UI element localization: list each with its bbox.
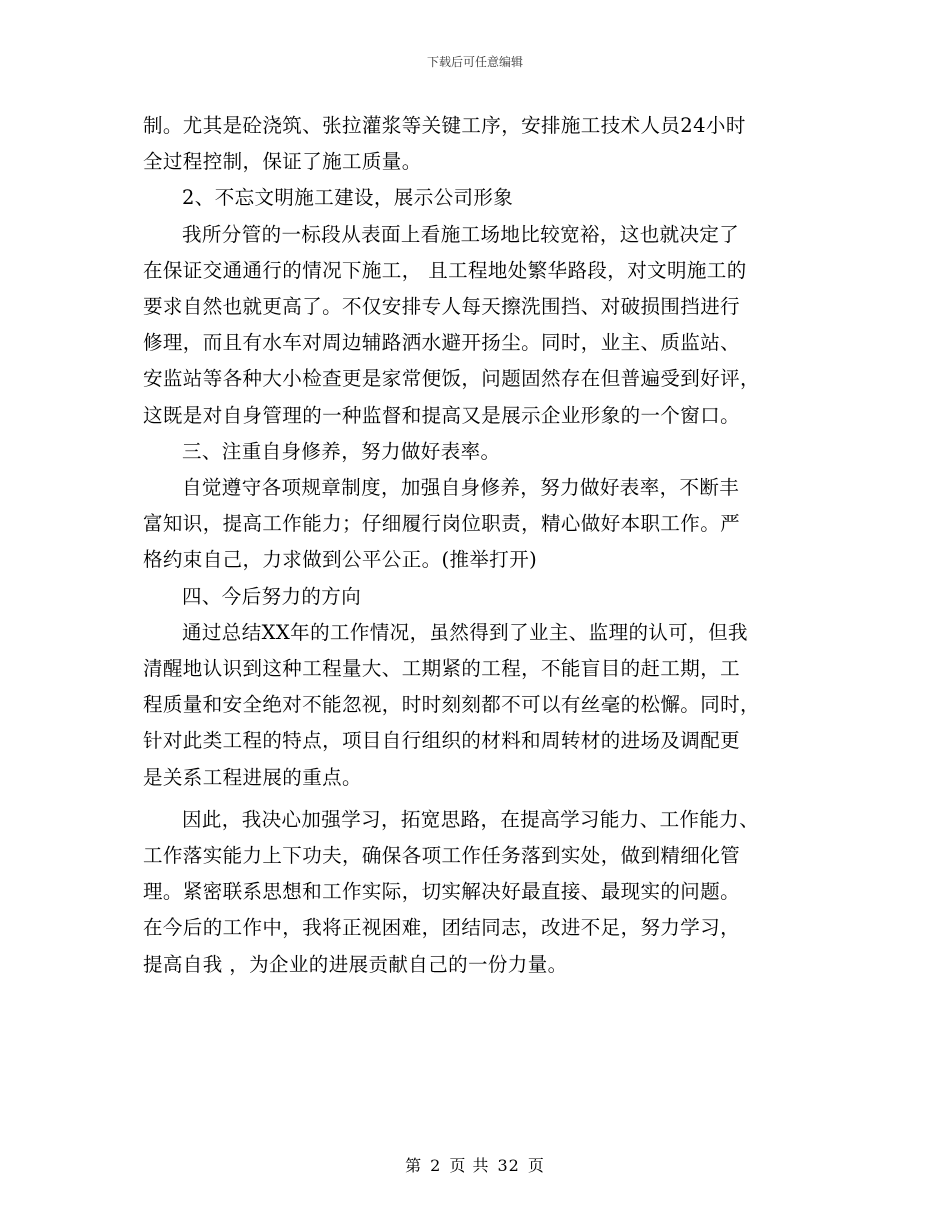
text-line: 理。紧密联系思想和工作实际，切实解决好最直接、最现实的问题。 xyxy=(143,880,741,904)
page-header: 下载后可任意编辑 xyxy=(426,55,523,69)
page-number-prefix: 第 xyxy=(405,1156,423,1175)
text-line: 安监站等各种大小检查更是家常便饭，问题固然存在但普遍受到好评， xyxy=(143,367,760,391)
section-heading xyxy=(143,180,811,216)
text-line: 这既是对自身管理的一种监督和提高又是展示企业形象的一个窗口。 xyxy=(143,403,741,427)
paragraph xyxy=(143,802,811,983)
text-line: 我所分管的一标段从表面上看施工场地比较宽裕，这也就决定了 xyxy=(182,222,740,246)
paragraph xyxy=(143,217,811,434)
text-line: 针对此类工程的特点，项目自行组织的材料和周转材的进场及调配更 xyxy=(143,729,741,753)
text-line: 制。尤其是砼浇筑、张拉灌浆等关键工序，安排施工技术人员24小时 xyxy=(143,114,746,137)
text-line: 在今后的工作中，我将正视困难，团结同志，改进不足，努力学习， xyxy=(143,916,741,940)
current-page-number: 2 xyxy=(430,1156,442,1175)
text-line: 格约束自己，力求做到公平公正。(推举打开) xyxy=(143,548,538,572)
text-line: 修理，而且有水车对周边辅路洒水避开扬尘。同时，业主、质监站、 xyxy=(143,331,741,355)
text-line: 四、今后努力的方向 xyxy=(182,584,362,608)
text-line: 是关系工程进展的重点。 xyxy=(143,765,362,789)
paragraph xyxy=(143,108,811,180)
text-line: 全过程控制，保证了施工质量。 xyxy=(143,150,422,174)
text-line: 清醒地认识到这种工程量大、工期紧的工程，不能盲目的赶工期，工 xyxy=(143,657,741,681)
paragraph xyxy=(143,615,811,796)
text-line: 要求自然也就更高了。不仅安排专人每天擦洗围挡、对破损围挡进行 xyxy=(143,295,741,319)
text-line: 工作落实能力上下功夫，确保各项工作任务落到实处，做到精细化管 xyxy=(143,844,741,868)
section-heading xyxy=(143,434,811,470)
text-line: 2、不忘文明施工建设，展示公司形象 xyxy=(182,186,514,210)
page-number-middle: 页 共 xyxy=(449,1156,490,1175)
text-line: 提高自我 ，为企业的进展贡献自己的一份力量。 xyxy=(143,952,568,976)
text-line: 在保证交通通行的情况下施工， 且工程地处繁华路段，对文明施工的 xyxy=(143,258,747,282)
text-line: 通过总结XX年的工作情况，虽然得到了业主、监理的认可，但我 xyxy=(182,620,748,644)
text-line: 自觉遵守各项规章制度，加强自身修养，努力做好表率，不断丰 xyxy=(182,476,740,500)
page-number-suffix: 页 xyxy=(527,1156,545,1175)
text-line: 富知识，提高工作能力；仔细履行岗位职责，精心做好本职工作。严 xyxy=(143,512,741,536)
text-line: 程质量和安全绝对不能忽视，时时刻刻都不可以有丝毫的松懈。同时， xyxy=(143,693,760,717)
page-footer xyxy=(0,1156,950,1176)
text-line: 三、注重自身修养，努力做好表率。 xyxy=(182,439,501,463)
text-line: 因此，我决心加强学习，拓宽思路，在提高学习能力、工作能力、 xyxy=(182,807,760,831)
document-body xyxy=(143,108,811,983)
paragraph xyxy=(143,470,811,579)
total-page-count: 32 xyxy=(497,1156,520,1175)
section-heading xyxy=(143,579,811,615)
